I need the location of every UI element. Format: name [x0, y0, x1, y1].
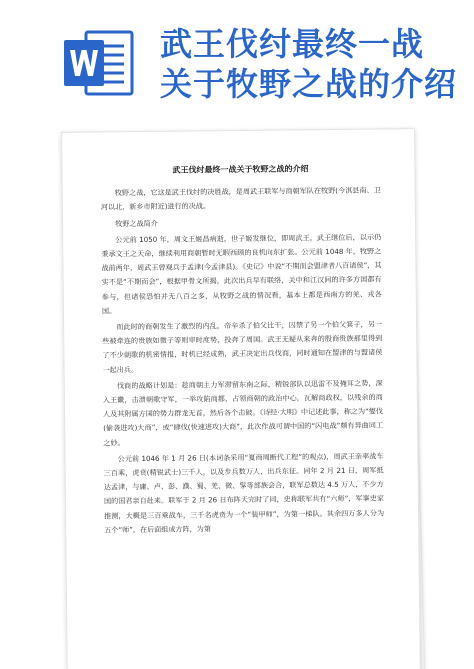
section-heading: 牧野之战简介 — [115, 218, 158, 228]
banner-title-line-2: 关于牧野之战的介绍 — [160, 65, 458, 103]
body-paragraph: 公元前 1050 年，周文王姬昌病逝，世子姬发继位，即周武王，武王继位后，以示仍秉承文王之天命，继续利用商朝暂时无暇西顾的良机向东扩张。公元前 1048 年，牧野之战前两年，周武王曾观兵于孟津(今孟津县)。《史记》中说“不期而会盟津者八百诸侯”，其实不是“不期而会”，根据甲骨文所揭，此次出兵早有联络，关中和江汉间的许多方国都有参与，但诸侯恐怕并无八百之多，从牧野之战的情况看，基本上都是西南方的羌、戎各国。 — [101, 232, 382, 316]
body-paragraph: 而此时的商朝发生了激烈的内乱，帝辛杀了伯父比干，囚禁了另一个伯父箕子，另一些被牵连的贵族如微子等则审时度势，投奔了周国。武王无疑从来奔的殷商贵族那里得到了不少朝歌的机密情报，时机已经成熟，武王决定出兵伐商，同时通知在盟津的与盟诸侯一起出兵。 — [102, 319, 383, 375]
intro-paragraph: 牧野之战，它这是武王伐纣的决胜战，是周武王联军与商朝军队在牧野(今淇县南、卫河以北，新乡市附近)进行的决战。 — [100, 185, 381, 212]
banner-title — [160, 24, 460, 104]
banner-title-line-1: 武王伐纣最终一战 — [160, 25, 425, 63]
front-sheet — [61, 128, 421, 669]
document-preview — [64, 130, 424, 669]
word-document-icon — [62, 26, 136, 100]
body-paragraph: 公元前 1046 年 1 月 26 日(本词条采用“夏商周断代工程”的观点)，周武王亲率战车三百乘，虎贲(精锐武士)三千人，以及步兵数万人，出兵东征。同年 2 月 21 日，周军抵达孟津，与庸、卢、彭、濮、蜀、羌、微、髳等部族会合，联军总数达 4.5 万人，不少方国的国君亲自赴来。联军于 2 月 26 日布阵天完时了同，史称联军共有“六师”，军事史家推测，大概是三百乘战车，三千名虎贲为一个“装甲师”，为第一梯队。其余四万多人分为五个“师”，在后面组成方阵，为第 — [103, 451, 385, 535]
document-body — [100, 162, 384, 540]
banner — [0, 0, 474, 126]
body-paragraph: 伐商的战略计划是：趁商朝主力军滞留东南之际，精锐部队以迅雷不及掩耳之势，深入王畿，击溃朝歌守军，一举攻陷商都，占领商朝的政治中心，瓦解商政权，以残余的商人及其附属方国的势力群龙无首，然后各个击破。《诗经·大明》中记述此事，称之为“燮伐(偷袭进攻)大商”，或“肆伐(快速进攻)大商”，此次作战可谓中国的“闪电战”颇有异曲同工之妙。 — [102, 378, 384, 448]
document-title: 武王伐纣最终一战关于牧野之战的介绍 — [172, 164, 309, 175]
